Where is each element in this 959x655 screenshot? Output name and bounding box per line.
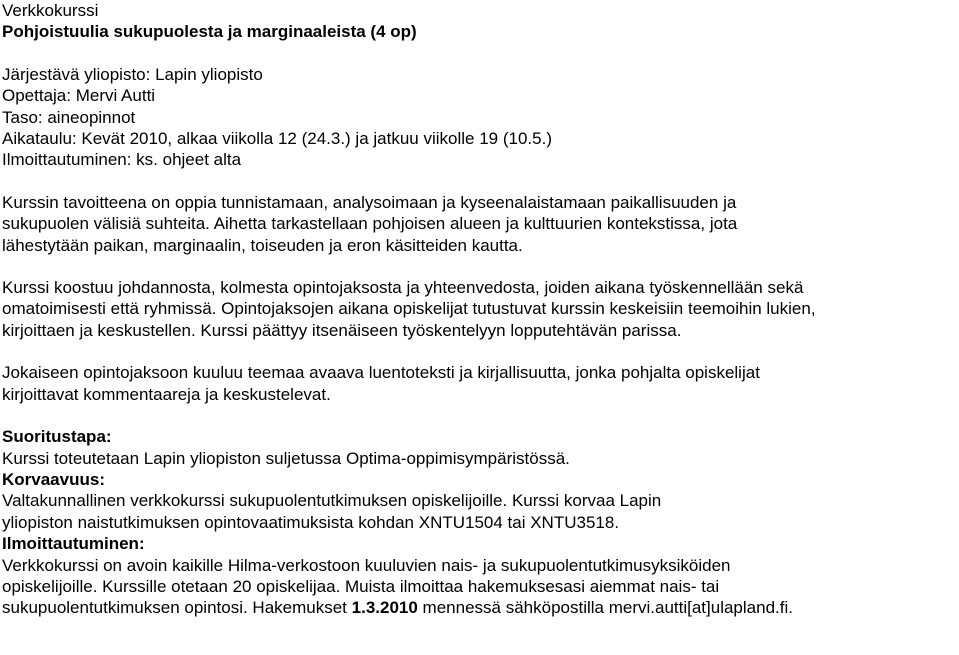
- course-category: Verkkokurssi: [2, 1, 99, 20]
- paragraph-line: Kurssi koostuu johdannosta, kolmesta opintojaksosta ja yhteenvedosta, joiden aikana työskennellään sekä: [2, 278, 804, 298]
- deadline-date: 1.3.2010: [351, 598, 418, 618]
- completion-text: Kurssi toteutetaan Lapin yliopiston suljetussa Optima-oppimisympäristössä.: [2, 448, 570, 468]
- completion-heading: Suoritustapa:: [2, 427, 112, 447]
- enrollment-text-line: [2, 597, 957, 618]
- paragraph-line: lähestytään paikan, marginaalin, toiseuden ja eron käsitteiden kautta.: [2, 235, 523, 255]
- enrollment-heading: Ilmoittautuminen:: [2, 534, 145, 554]
- schedule-line: Aikataulu: Kevät 2010, alkaa viikolla 12 (24.3.) ja jatkuu viikolle 19 (10.5.): [2, 129, 552, 149]
- spacer: [2, 256, 957, 277]
- goal-paragraph: [2, 192, 957, 256]
- substitute-text-line: Valtakunnallinen verkkokurssi sukupuolentutkimuksen opiskelijoille. Kurssi korvaa Lapin: [2, 491, 662, 511]
- paragraph-line: Kurssin tavoitteena on oppia tunnistamaan, analysoimaan ja kyseenalaistamaan paikallisuuden ja: [2, 192, 737, 212]
- structure-paragraph: [2, 277, 957, 341]
- enrollment-section: [2, 533, 957, 619]
- enrollment-text-line: opiskelijoille. Kurssille otetaan 20 opiskelijaa. Muista ilmoittaa hakemuksesasi aiemmat nais- tai: [2, 576, 720, 596]
- paragraph-line: Jokaiseen opintojaksoon kuuluu teemaa avaava luentoteksti ja kirjallisuutta, jonka pohjalta opiskelijat: [2, 363, 760, 383]
- substitute-section: [2, 469, 957, 533]
- registration-line: Ilmoittautuminen: ks. ohjeet alta: [2, 150, 242, 170]
- enrollment-last-pre: sukupuolentutkimuksen opintosi. Hakemukset: [2, 598, 352, 618]
- organizer-line: Järjestävä yliopisto: Lapin yliopisto: [2, 64, 263, 84]
- enrollment-text-line: Verkkokurssi on avoin kaikille Hilma-verkostoon kuuluvien nais- ja sukupuolentutkimusyksiköiden: [2, 555, 731, 575]
- paragraph-line: omatoimisesti että ryhmissä. Opintojaksojen aikana opiskelijat tutustuvat kurssin keskeisiin teemoihin lukien,: [2, 299, 816, 319]
- substitute-heading: Korvaavuus:: [2, 469, 105, 489]
- level-line: Taso: aineopinnot: [2, 107, 136, 127]
- spacer: [2, 43, 957, 64]
- paragraph-line: kirjoittaen ja keskustellen. Kurssi päättyy itsenäiseen työskentelyyn lopputehtävän parissa.: [2, 320, 682, 340]
- teacher-line: Opettaja: Mervi Autti: [2, 86, 156, 106]
- spacer: [2, 341, 957, 362]
- completion-section: [2, 426, 957, 469]
- spacer: [2, 405, 957, 426]
- substitute-text-line: yliopiston naistutkimuksen opintovaatimuksista kohdan XNTU1504 tai XNTU3518.: [2, 512, 620, 532]
- spacer: [2, 171, 957, 192]
- study-period-paragraph: [2, 362, 957, 405]
- course-title: Pohjoistuulia sukupuolesta ja marginaaleista (4 op): [2, 22, 417, 42]
- paragraph-line: sukupuolen välisiä suhteita. Aihetta tarkastellaan pohjoisen alueen ja kulttuurien kontekstissa, jota: [2, 214, 738, 234]
- paragraph-line: kirjoittavat kommentaareja ja keskustelevat.: [2, 384, 331, 404]
- enrollment-last-post: mennessä sähköpostilla mervi.autti[at]ulapland.fi.: [417, 598, 793, 618]
